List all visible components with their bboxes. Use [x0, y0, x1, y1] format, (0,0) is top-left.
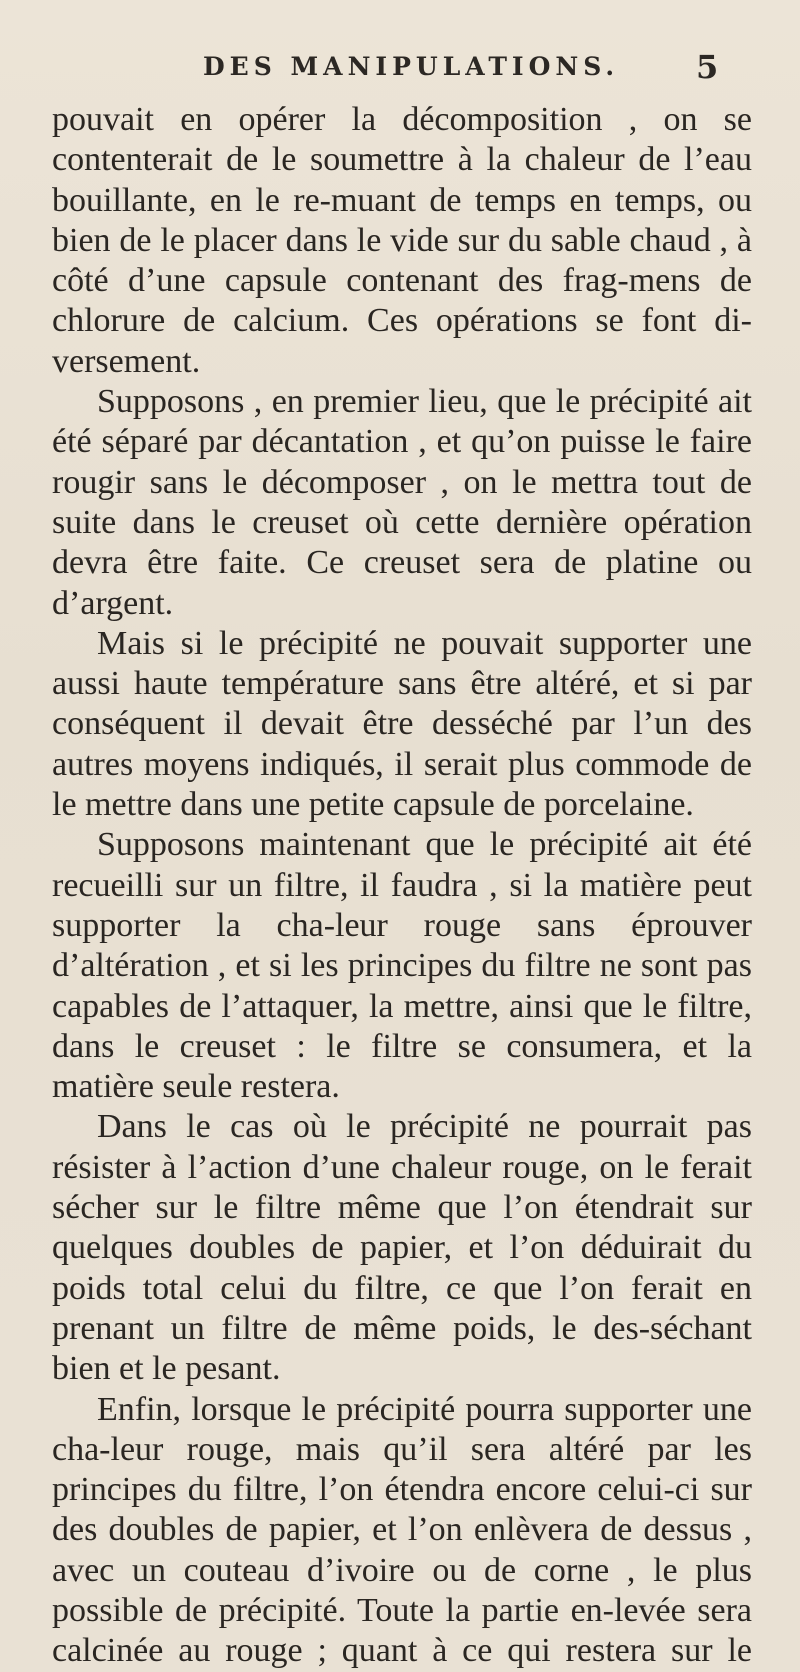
page-number: 5: [696, 48, 719, 86]
paragraph-4: Supposons maintenant que le précipité ait été recueilli sur un filtre, il faudra , si la matière peut supporter la cha-leur rouge sans éprouver d’altération , et si les principes du filtre ne sont pas capables de l’attaquer, la mettre, ainsi que le filtre, dans le creuset : le filtre se consumera, et la matière seule restera.: [52, 826, 752, 1106]
paragraph-5: Dans le cas où le précipité ne pourrait pas résister à l’action d’une chaleur rouge, on le ferait sécher sur le filtre même que l’on étendrait sur quelques doubles de papier, et l’on déduirait du poids total celui du filtre, ce que l’on ferait en prenant un filtre de même poids, le des-séchant bien et le pesant.: [52, 1108, 752, 1388]
paragraph-2: Supposons , en premier lieu, que le précipité ait été séparé par décantation , et qu’on puisse le faire rougir sans le décomposer , on le mettra tout de suite dans le creuset où cette dernière opération devra être faite. Ce creuset sera de platine ou d’argent.: [52, 383, 752, 622]
running-head: DES MANIPULATIONS.: [203, 52, 620, 81]
paragraph-1: pouvait en opérer la décomposition , on se contenterait de le soumettre à la chaleur de l’eau bouillante, en le re-muant de temps en temps, ou bien de le placer dans le vide sur du sable chaud , à côté d’une capsule contenant des frag-mens de chlorure de calcium. Ces opérations se font di-versement.: [52, 101, 752, 380]
body-text: [52, 100, 752, 1672]
paragraph-6: Enfin, lorsque le précipité pourra supporter une cha-leur rouge, mais qu’il sera altéré par les principes du filtre, l’on étendra encore celui-ci sur des doubles de papier, et l’on enlèvera de dessus , avec un couteau d’ivoire ou de corne , le plus possible de précipité. Toute la partie en-levée sera calcinée au rouge ; quant à ce qui restera sur le: [52, 1390, 752, 1670]
paragraph-3: Mais si le précipité ne pouvait supporter une aussi haute température sans être altéré, et si par conséquent il devait être desséché par l’un des autres moyens indiqués, il serait plus commode de le mettre dans une petite capsule de porcelaine.: [52, 624, 752, 824]
page-header: [0, 48, 800, 92]
